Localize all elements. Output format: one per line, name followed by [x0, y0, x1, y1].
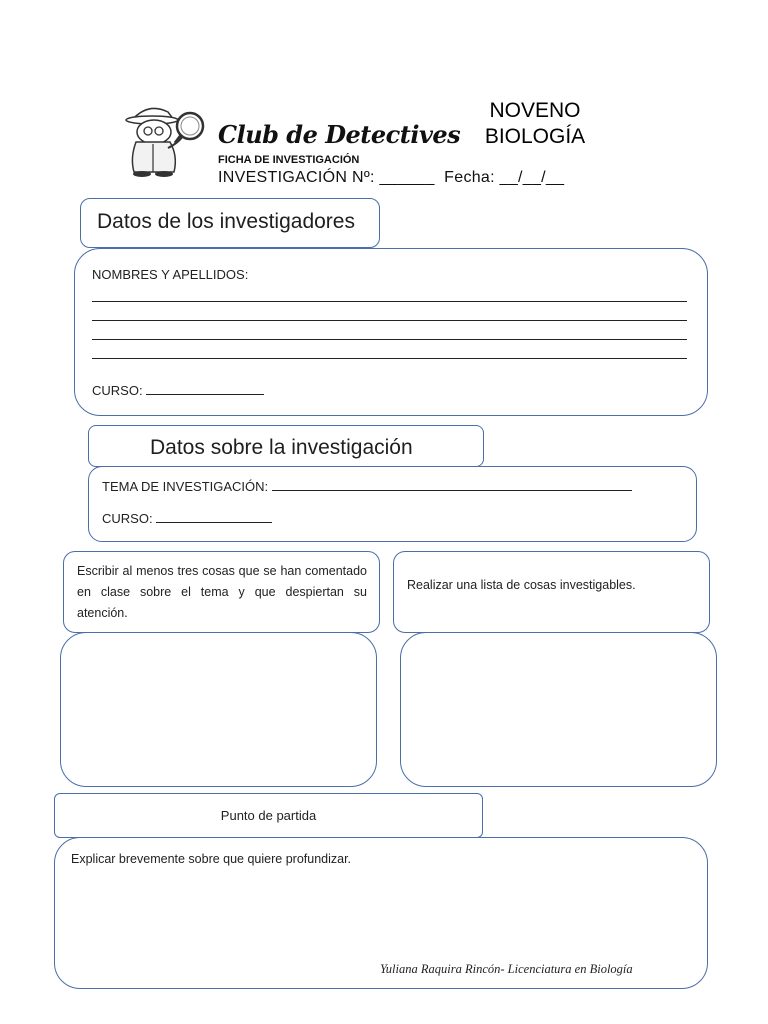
investigators-heading: Datos de los investigadores — [97, 210, 355, 233]
investigators-course-row — [92, 382, 264, 398]
investigation-heading: Datos sobre la investigación — [150, 436, 413, 459]
starting-point-heading: Punto de partida — [220, 808, 317, 823]
topic-label: TEMA DE INVESTIGACIÓN: — [102, 479, 269, 494]
names-line-2[interactable] — [92, 320, 687, 321]
names-line-3[interactable] — [92, 339, 687, 340]
investigators-box — [74, 248, 708, 416]
class-notes-prompt: Escribir al menos tres cosas que se han comentado en clase sobre el tema y que despiertan su atención. — [77, 564, 367, 620]
investigators-heading-box — [80, 198, 380, 248]
investigation-box — [88, 466, 697, 542]
grade-subject-block — [470, 98, 600, 150]
investigation-course-row — [102, 510, 272, 526]
researchable-list-prompt-box — [393, 551, 710, 633]
investigation-heading-box — [88, 425, 484, 467]
investigation-course-field[interactable] — [156, 510, 272, 523]
names-line-4[interactable] — [92, 358, 687, 359]
investigation-course-label: CURSO: — [102, 511, 153, 526]
club-title: Club de Detectives — [218, 120, 461, 149]
researchable-list-prompt: Realizar una lista de cosas investigables. — [407, 578, 636, 592]
subject-label: BIOLOGÍA — [484, 125, 586, 148]
grade-label: NOVENO — [489, 99, 581, 122]
topic-row — [102, 478, 632, 494]
detective-with-magnifier-icon — [118, 98, 210, 178]
names-label: NOMBRES Y APELLIDOS: — [92, 267, 249, 282]
class-notes-answer-area[interactable] — [60, 632, 377, 787]
starting-point-heading-box — [54, 793, 483, 838]
investigators-course-field[interactable] — [146, 382, 264, 395]
sheet-subtitle: FICHA DE INVESTIGACIÓN — [218, 154, 360, 166]
names-line-1[interactable] — [92, 301, 687, 302]
topic-field[interactable] — [272, 478, 632, 491]
starting-point-prompt: Explicar brevemente sobre que quiere profundizar. — [71, 852, 352, 866]
investigators-course-label: CURSO: — [92, 383, 143, 398]
detective-logo — [118, 98, 210, 178]
footer-credit: Yuliana Raquira Rincón- Licenciatura en Biología — [380, 962, 633, 976]
researchable-list-answer-area[interactable] — [400, 632, 717, 787]
investigation-number-date-line: INVESTIGACIÓN Nº: ______ Fecha: __/__/__ — [218, 169, 565, 186]
class-notes-prompt-box — [63, 551, 380, 633]
